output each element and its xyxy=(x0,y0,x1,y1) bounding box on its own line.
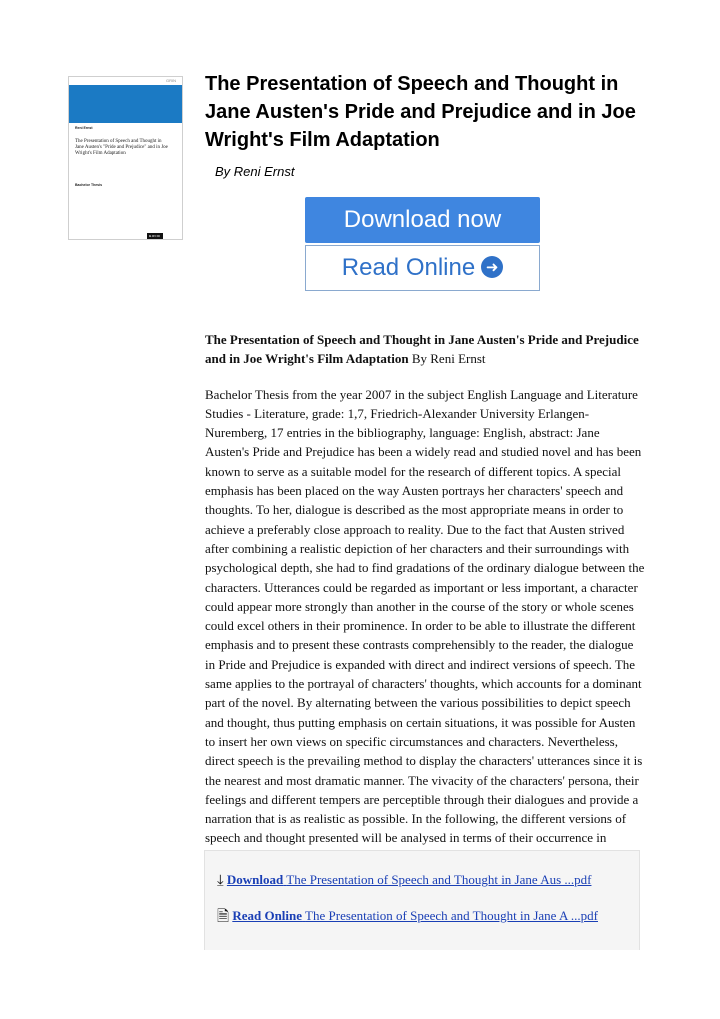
cover-logos: GRIN xyxy=(149,234,161,238)
description-paragraph: Bachelor Thesis from the year 2007 in the subject English Language and Literature Studies - Literature, grade: 1,7, Friedrich-Alexander University Erlangen-Nuremberg, 17 entries in the bibliography, language: English, abstract: Jane Austen's Pride and Prejudice has been a widely read and studied novel and has been known to serve as a suitable model for the research of different topics. A special emphasis has been placed on the way Austen portrays her characters' speech and thoughts. To her, dialogue is described as the most appropriate means in order to achieve a preferably close approach to reality. Due to the fact that Austen strived after combining a realistic depiction of her characters and their surroundings with psychological depth, she had to find gradations of the ordinary dialogue between the characters. Utterances could be regarded as important or less important, a character could appear more strongly than another in the course of the story or whole scenes could excel others in their prominence. In order to be able to illustrate the different emphasis and to present these contrasts comprehensibly to the reader, the dialogue in Pride and Prejudice is expanded with direct and indirect versions of speech. The same applies to the portrayal of characters' thoughts, which accounts for a dominant part of the novel. By alternating between the various possibilities to depict speech and thought, thus putting emphasis on certain situations, it was possible for Austen to insert her own views on specific circumstances and characters. Nevertheless, direct speech is the prevailing method to display the characters' utterances since it is the nearest and most dramatic manner. The vivacity of the characters' persona, their feelings and different tempers are perceptible through their dialogues and provide a narration that is as realistic as possible. In the following, the different versions of speech and thought presented will be analysed in terms of their occurrence in xyxy=(205,386,645,846)
cover-type: Bachelor Thesis xyxy=(75,183,103,187)
read-pdf-link[interactable] xyxy=(232,908,598,923)
read-link-text: The Presentation of Speech and Thought in Jane A ...pdf xyxy=(305,908,598,923)
read-link-strong: Read Online xyxy=(232,908,303,923)
document-icon: 🗎 xyxy=(217,907,230,925)
lead-paragraph xyxy=(205,330,645,369)
download-link-row xyxy=(217,871,591,889)
book-cover[interactable] xyxy=(68,76,183,240)
download-link-text: The Presentation of Speech and Thought in Jane Aus ...pdf xyxy=(286,872,592,887)
page-title: The Presentation of Speech and Thought in Jane Austen's Pride and Prejudice and in Joe Wright's Film Adaptation xyxy=(205,73,636,151)
lead-author: By Reni Ernst xyxy=(408,351,486,367)
arrow-right-circle-icon: ➜ xyxy=(481,256,503,278)
author-byline: By Reni Ernst xyxy=(215,164,295,179)
read-online-label: Read Online xyxy=(341,254,476,281)
cover-author: Reni Ernst xyxy=(75,126,93,130)
read-link-row xyxy=(217,906,598,931)
download-pdf-link[interactable] xyxy=(227,872,592,887)
download-icon: ⤓ xyxy=(217,871,224,889)
cover-panel xyxy=(69,123,182,240)
lead-title: The Presentation of Speech and Thought in Jane Austen's Pride and Prejudice and in Joe Wright's Film Adaptation xyxy=(205,332,639,367)
download-link-strong: Download xyxy=(226,872,284,887)
description-section xyxy=(205,330,645,864)
cover-title: The Presentation of Speech and Thought in Jane Austen's "Pride and Prejudice" and in Joe Wright's Film Adaptation xyxy=(75,139,168,156)
cover-top-strip xyxy=(69,77,182,85)
download-now-button[interactable] xyxy=(305,197,540,243)
cover-publisher: GRIN xyxy=(166,78,176,83)
download-now-label: Download now xyxy=(343,206,502,233)
links-box xyxy=(204,850,640,950)
read-online-button[interactable] xyxy=(305,245,540,291)
